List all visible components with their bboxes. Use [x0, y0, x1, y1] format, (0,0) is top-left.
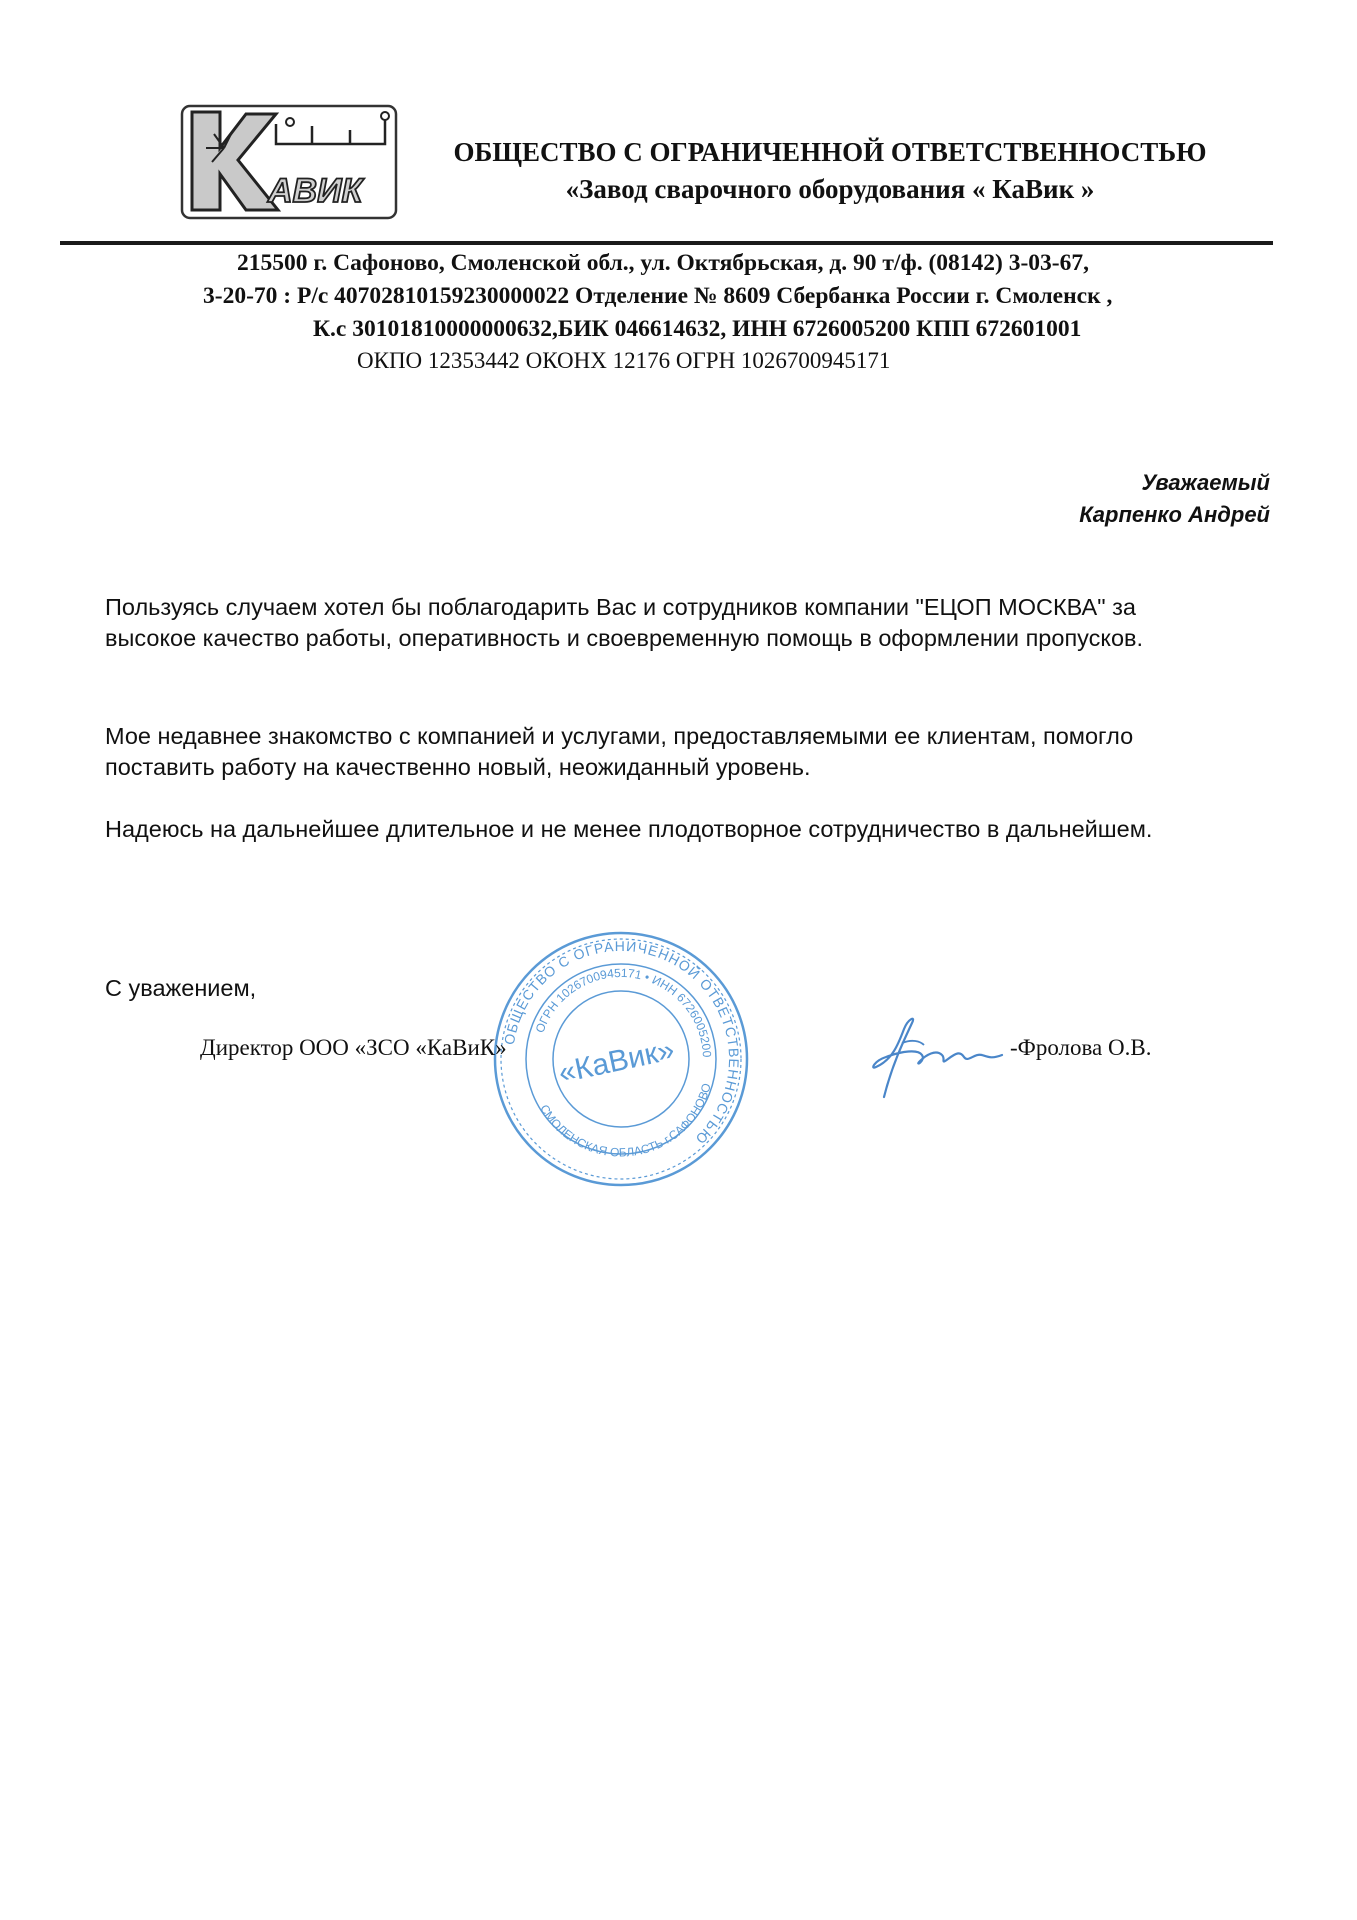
org-name-line2: «Завод сварочного оборудования « КаВик » — [565, 174, 1095, 204]
salutation-recipient: Карпенко Андрей — [1079, 502, 1270, 527]
stamp-center-text: «КаВик» — [555, 1033, 678, 1090]
requisites-line1: 215500 г. Сафоново, Смоленской обл., ул. Октябрьская, д. 90 т/ф. (08142) 3-03-67, — [237, 250, 1090, 276]
stamp-bottom-ring-text: СМОЛЕНСКАЯ ОБЛАСТЬ г.САФОНОВО — [537, 1081, 714, 1160]
company-stamp-icon — [490, 928, 752, 1190]
body-paragraph-1: Пользуясь случаем хотел бы поблагодарить Вас и сотрудников компании "ЕЦОП МОСКВА" за высокое качество работы, оперативность и своевременную помощь в оформлении пропусков. — [105, 594, 1144, 651]
salutation-line1: Уважаемый — [1141, 470, 1270, 495]
requisites-line4: ОКПО 12353442 ОКОНХ 12176 ОГРН 1026700945171 — [357, 348, 891, 373]
org-name-line1: ОБЩЕСТВО С ОГРАНИЧЕННОЙ ОТВЕТСТВЕННОСТЬЮ — [453, 137, 1207, 167]
body-paragraph-3: Надеюсь на дальнейшее длительное и не менее плодотворное сотрудничество в дальнейшем. — [105, 816, 1153, 842]
closing-phrase: С уважением, — [105, 975, 257, 1001]
requisites-line3: К.с 30101810000000632,БИК 046614632, ИНН 6726005200 КПП 672601001 — [313, 316, 1082, 342]
signer-name: -Фролова О.В. — [1010, 1035, 1152, 1060]
stamp-outer-ring-text: ОБЩЕСТВО С ОГРАНИЧЕННОЙ ОТВЕТСТВЕННОСТЬЮ — [500, 937, 743, 1148]
svg-text:СМОЛЕНСКАЯ ОБЛАСТЬ г.САФОНОВО — [537, 1082, 714, 1160]
letterhead-divider — [60, 241, 1273, 245]
body-paragraph-2: Мое недавнее знакомство с компанией и услугами, предоставляемыми ее клиентам, помогло поставить работу на качественно новый, неожиданный уровень. — [105, 723, 1134, 780]
stamp-inner-ring-text: ОГРН 1026700945171 • ИНН 6726005200 — [532, 965, 715, 1058]
logo-text: АВИК — [268, 172, 363, 210]
company-logo — [180, 104, 398, 220]
director-title: Директор ООО «ЗСО «КаВиК» — [200, 1035, 507, 1060]
requisites-line2: 3-20-70 : Р/с 40702810159230000022 Отделение № 8609 Сбербанка России г. Смоленск , — [203, 283, 1113, 309]
handwritten-signature-icon — [862, 1005, 1022, 1105]
